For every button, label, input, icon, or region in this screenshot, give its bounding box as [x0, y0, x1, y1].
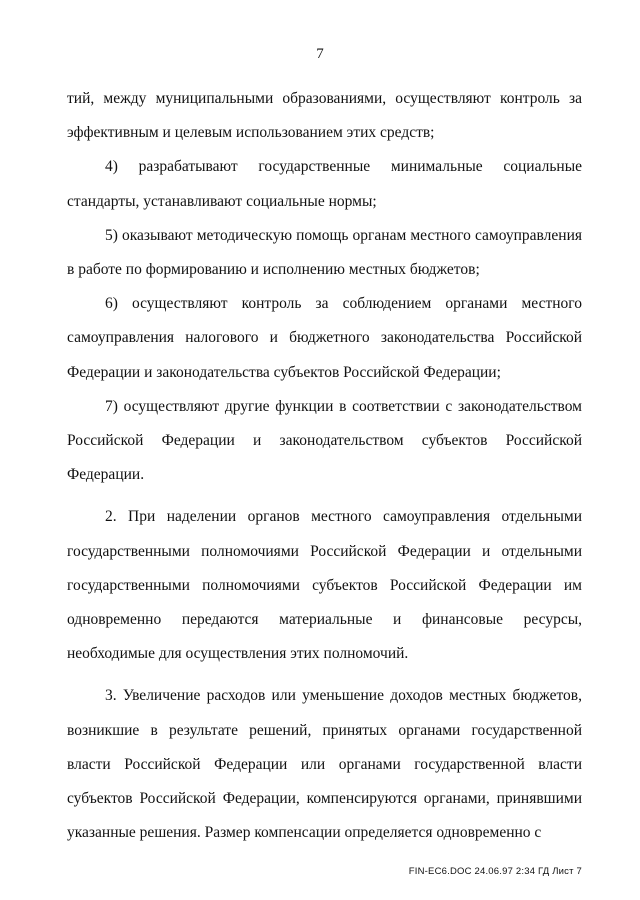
- paragraph-section-3: 3. Увеличение расходов или уменьшение доходов местных бюджетов, возникшие в результате решений, принятых органами государственной власти Российской Федерации или органами государственной власти субъектов Российской Федерации, компенсируются органами, принявшими указанные решения. Размер компенсации определяется одновременно с: [67, 687, 582, 842]
- page-number: 7: [316, 46, 324, 62]
- document-body: [67, 82, 582, 850]
- paragraph-item-4: 4) разрабатывают государственные минимальные социальные стандарты, устанавливают социальные нормы;: [67, 158, 582, 210]
- paragraph-item-7: 7) осуществляют другие функции в соответствии с законодательством Российской Федерации и законодательством субъектов Российской Федерации.: [67, 397, 582, 484]
- document-footer: FIN-EC6.DOC 24.06.97 2:34 ГД Лист 7: [408, 866, 582, 877]
- paragraph-section-2: 2. При наделении органов местного самоуправления отдельными государственными полномочиями Российской Федерации и отдельными государственными полномочиями субъектов Российской Федерации им одновременно передаются материальные и финансовые ресурсы, необходимые для осуществления этих полномочий.: [67, 508, 582, 663]
- paragraph-item-5: 5) оказывают методическую помощь органам местного самоуправления в работе по формированию и исполнению местных бюджетов;: [67, 226, 582, 279]
- paragraph-item-6: 6) осуществляют контроль за соблюдением органами местного самоуправления налогового и бюджетного законодательства Российской Федерации и законодательства субъектов Российской Федерации;: [67, 295, 582, 381]
- paragraph-continuation: тий, между муниципальными образованиями, осуществляют контроль за эффективным и целевым использованием этих средств;: [67, 90, 582, 142]
